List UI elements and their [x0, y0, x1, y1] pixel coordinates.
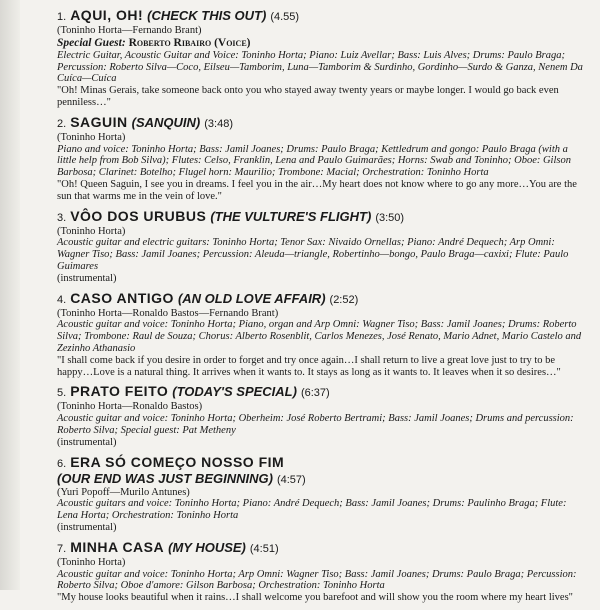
- track-heading: [57, 455, 585, 472]
- track-number: 6.: [57, 457, 67, 470]
- track-heading: [57, 209, 585, 226]
- track-credits: Acoustic guitar and electric guitars: Toninho Horta; Tenor Sax: Nivaido Ornellas; Piano: André Dequech; Arp Omni: Wagner Tiso; Bass: Jamil Joanes; Percussion: Aleuda—triangle, Robertinho—bongo, Paulo Braga—caxixi; Flute: Paulo Guimares: [57, 237, 569, 272]
- track-subtitle: (CHECK THIS OUT): [147, 8, 267, 23]
- track-heading: [57, 291, 585, 308]
- track-subtitle: (OUR END WAS JUST BEGINNING): [57, 470, 273, 486]
- track-subheading: [57, 472, 585, 487]
- track-duration: (4:57): [276, 473, 306, 486]
- track-authors: (Toninho Horta—Fernando Brant): [57, 25, 202, 36]
- track-number: 4.: [57, 293, 67, 306]
- track-authors: (Toninho Horta—Ronaldo Bastos): [57, 401, 203, 413]
- track-duration: (4:51): [249, 542, 279, 555]
- instrumental-note: (instrumental): [57, 436, 117, 448]
- track-2: [57, 115, 585, 203]
- track-credits: Electric Guitar, Acoustic Guitar and Voice: Toninho Horta; Piano: Luiz Avellar; Bass: Luis Alves; Drums: Paulo Braga; Percussion: Roberto Silva—Coco, Eilseu—Tamborim, Luna—Tamborim & Surdinho, Gordinho—Surdo & Ganza, Nenem Da Cuíca—Cuíca: [57, 49, 583, 85]
- track-listing: [57, 8, 585, 610]
- track-heading: [57, 384, 585, 401]
- special-guest-name: Roberto Ribairo (Voice): [128, 36, 251, 49]
- track-heading: [57, 8, 585, 25]
- track-7: [57, 540, 585, 604]
- track-credits: Acoustic guitar and voice: Toninho Horta; Arp Omni: Wagner Tiso; Bass: Jamil Joanes; Drums: Paulo Braga; Percussion: Roberto Silva; Oboe d'amore: Gilson Barbosa; Orchestration: Toninho Horta: [57, 568, 577, 592]
- track-1: [57, 8, 585, 109]
- track-duration: (3:48): [204, 117, 233, 130]
- track-title: SAGUIN: [70, 113, 128, 130]
- special-guest-label: Special Guest:: [57, 36, 126, 49]
- track-title: CASO ANTIGO: [70, 289, 174, 306]
- track-5: [57, 384, 585, 448]
- track-subtitle: (THE VULTURE'S FLIGHT): [210, 208, 372, 224]
- track-lyric: "Oh! Queen Saguin, I see you in dreams. I feel you in the air…My heart does not know where to go any more…You are the sun that warms me in the vein of love.": [57, 178, 577, 202]
- track-title: VÔO DOS URUBUS: [70, 207, 207, 224]
- track-duration: (2:52): [329, 293, 359, 306]
- track-subtitle: (AN OLD LOVE AFFAIR): [177, 290, 326, 306]
- track-credits: Piano and voice: Toninho Horta; Bass: Jamil Joanes; Drums: Paulo Braga; Kettledrum and gongo: Paulo Braga (with a little help from Bob Silva); Flutes: Celso, Franklin, Lena and Paulo Guimarães; Horns: Swab and Toninho; Oboe: Gilson Barbosa; Clarinet: Botelho; Flugel horn: Maurilio; Trombone: Macial; Orchestration: Toninho Horta: [57, 143, 571, 179]
- instrumental-note: (instrumental): [57, 272, 117, 284]
- track-credits: Acoustic guitars and voice: Toninho Horta; Piano: André Dequech; Bass: Jamil Joanes; Drums: Paulinho Braga; Flute: Lena Horta; Orchestration: Toninho Horta: [57, 498, 567, 522]
- track-number: 5.: [57, 387, 67, 400]
- track-credits: Acoustic guitar and voice: Toninho Horta; Piano, organ and Arp Omni: Wagner Tiso; Bass: Jamil Joanes; Drums: Roberto Silva; Trombone: Raul de Souza; Chorus: Alberto Rosenblit, Carlos Menezes, José Renato, Mario Adnet, Mario Castelo and Zezinho Athanasio: [57, 319, 582, 354]
- track-authors: (Toninho Horta—Ronaldo Bastos—Fernando Brant): [57, 307, 279, 319]
- track-title: ERA SÓ COMEÇO NOSSO FIM: [70, 453, 285, 470]
- track-authors: (Toninho Horta): [57, 556, 126, 568]
- track-heading: [57, 540, 585, 557]
- track-duration: (4.55): [270, 11, 300, 23]
- track-duration: (3:50): [375, 211, 405, 224]
- track-number: 3.: [57, 211, 67, 224]
- track-lyric: "My house looks beautiful when it rains…I shall welcome you barefoot and will show you the room where my heart lives": [57, 592, 573, 604]
- track-title: PRATO FEITO: [70, 383, 169, 400]
- track-6: [57, 455, 585, 534]
- track-subtitle: (SANQUIN): [131, 114, 201, 130]
- track-subtitle: (TODAY'S SPECIAL): [172, 384, 297, 400]
- track-number: 7.: [57, 542, 67, 555]
- track-authors: (Yuri Popoff—Murilo Antunes): [57, 486, 190, 498]
- track-3: [57, 209, 585, 285]
- instrumental-note: (instrumental): [57, 521, 117, 533]
- track-credits: Acoustic guitar and voice: Toninho Horta; Oberheim: José Roberto Bertrami; Bass: Jamil Joanes; Drums and percussion: Roberto Silva; Special guest: Pat Metheny: [57, 413, 574, 436]
- track-4: [57, 291, 585, 379]
- track-title: MINHA CASA: [70, 538, 165, 555]
- track-number: 2.: [57, 117, 67, 130]
- page-binding-edge: [0, 0, 20, 590]
- track-heading: [57, 115, 585, 132]
- special-guest: [57, 37, 585, 50]
- track-duration: (6:37): [300, 387, 330, 400]
- track-authors: (Toninho Horta): [57, 131, 126, 143]
- track-number: 1.: [57, 11, 67, 23]
- track-lyric: "Oh! Minas Gerais, take someone back onto you who stayed away twenty years or maybe longer. I would go back even penniless…": [57, 85, 559, 108]
- track-subtitle: (MY HOUSE): [168, 539, 246, 555]
- track-authors: (Toninho Horta): [57, 225, 126, 237]
- track-title: AQUI, OH!: [70, 7, 144, 23]
- track-lyric: "I shall come back if you desire in order to forget and try once again…I shall return to live a great love just to try to be happy…Love is a natural thing. It arrives when it wants to. It stays as long as it wants to. It leaves when it so desires…": [57, 354, 561, 378]
